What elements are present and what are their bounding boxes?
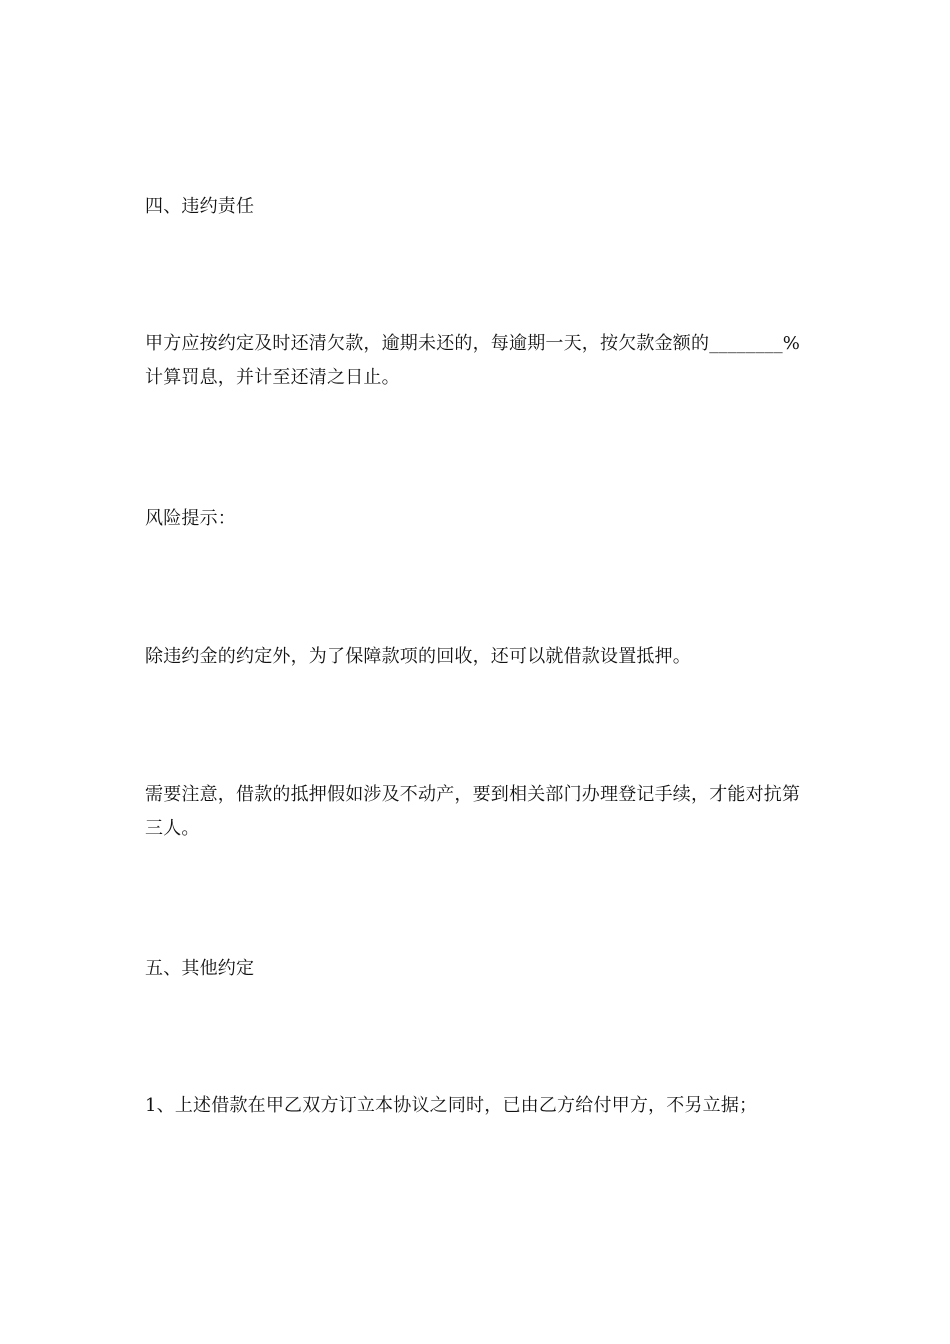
section-heading-other-terms: 五、其他约定 — [145, 958, 255, 979]
risk-notice-label: 风险提示： — [145, 508, 236, 529]
section-heading-breach-liability: 四、违约责任 — [145, 196, 255, 217]
paragraph-term-1: 1、上述借款在甲乙双方订立本协议之同时，已由乙方给付甲方，不另立据； — [145, 1095, 758, 1116]
paragraph-late-payment-penalty: 甲方应按约定及时还清欠款，逾期未还的，每逾期一天，按欠款金额的________%计算罚息，并计至还清之日止。 — [145, 333, 801, 388]
paragraph-mortgage-suggestion: 除违约金的约定外，为了保障款项的回收，还可以就借款设置抵押。 — [145, 646, 691, 667]
paragraph-real-estate-registration: 需要注意，借款的抵押假如涉及不动产，要到相关部门办理登记手续，才能对抗第三人。 — [145, 784, 801, 839]
